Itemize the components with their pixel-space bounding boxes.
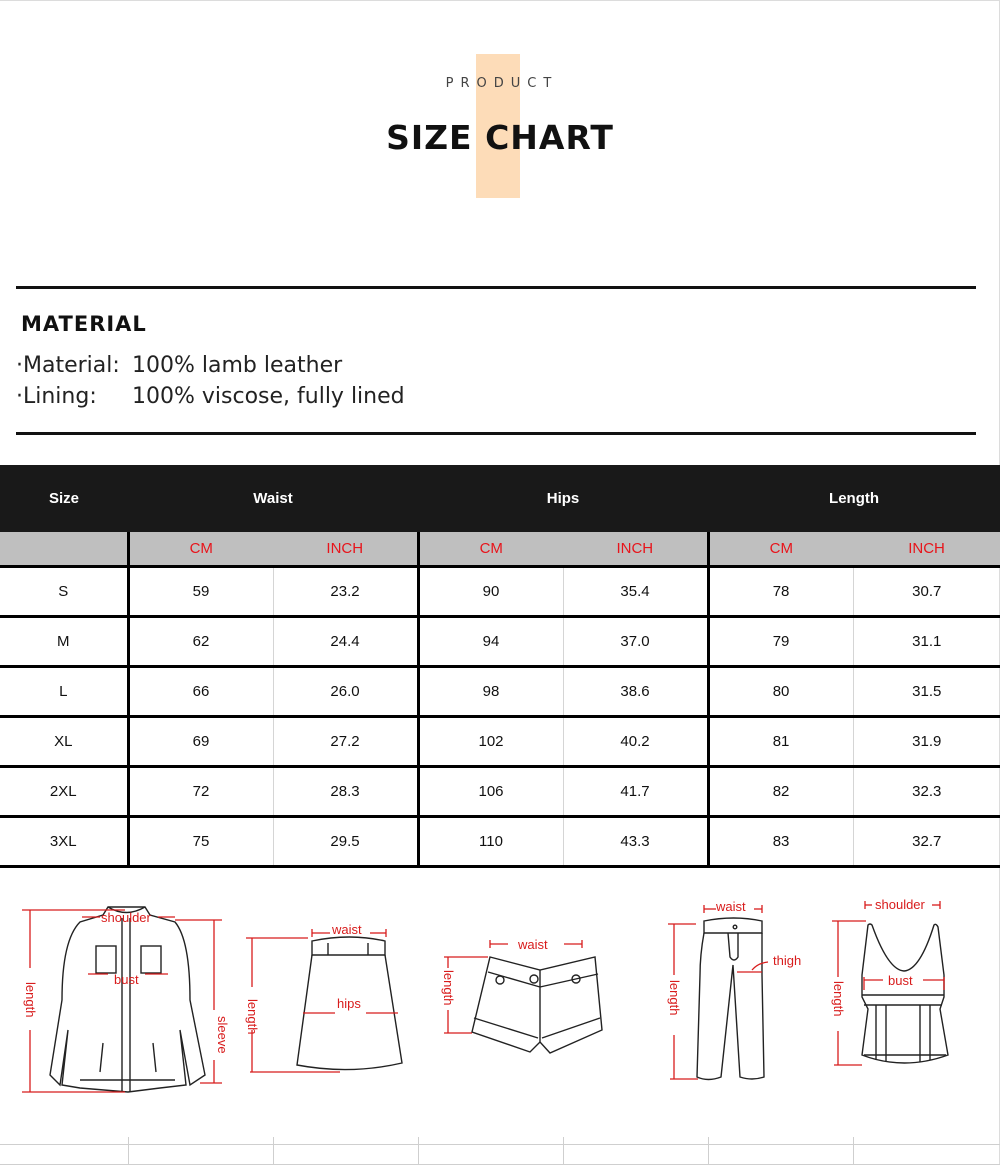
cell-length-inch: 31.1 (853, 616, 1000, 666)
pants-thigh-label: thigh (773, 953, 802, 968)
cell-size: S (0, 566, 128, 616)
lining-value: 100% viscose, fully lined (132, 384, 405, 409)
jacket-length-label: length (23, 982, 38, 1018)
top-icon (820, 895, 990, 1075)
jacket-icon (0, 880, 240, 1100)
cell-length-inch: 32.3 (853, 766, 1000, 816)
unit-hips-inch: INCH (563, 532, 708, 566)
cell-length-inch: 30.7 (853, 566, 1000, 616)
table-row (0, 816, 1000, 866)
bottom-grid-strip (0, 1144, 1000, 1165)
unit-length-cm: CM (708, 532, 853, 566)
cell-size: XL (0, 716, 128, 766)
cell-waist-inch: 28.3 (273, 766, 418, 816)
skirt-icon (240, 915, 420, 1085)
cell-waist-cm: 75 (128, 816, 273, 866)
top-length-label: length (831, 981, 846, 1017)
cell-length-cm: 81 (708, 716, 853, 766)
skirt-diagram (240, 915, 420, 1085)
cell-length-cm: 80 (708, 666, 853, 716)
cell-hips-cm: 110 (418, 816, 563, 866)
shorts-diagram (430, 930, 620, 1060)
product-label: PRODUCT (445, 76, 559, 91)
cell-size: 2XL (0, 766, 128, 816)
jacket-diagram (0, 880, 240, 1100)
pants-diagram (650, 895, 820, 1085)
cell-size: 3XL (0, 816, 128, 866)
cell-hips-cm: 102 (418, 716, 563, 766)
top-diagram (820, 895, 990, 1075)
cell-waist-cm: 66 (128, 666, 273, 716)
cell-waist-inch: 27.2 (273, 716, 418, 766)
cell-length-cm: 79 (708, 616, 853, 666)
shorts-icon (430, 930, 620, 1060)
cell-waist-cm: 69 (128, 716, 273, 766)
cell-waist-inch: 26.0 (273, 666, 418, 716)
lining-line (16, 384, 405, 409)
table-row (0, 616, 1000, 666)
unit-blank (0, 532, 128, 566)
skirt-hips-label: hips (337, 996, 361, 1011)
grid-line (708, 1137, 709, 1165)
table-row (0, 566, 1000, 616)
cell-hips-inch: 43.3 (563, 816, 708, 866)
unit-waist-inch: INCH (273, 532, 418, 566)
page-title: SIZE CHART (386, 118, 614, 157)
table-header-row (0, 465, 1000, 532)
cell-waist-inch: 24.4 (273, 616, 418, 666)
cell-hips-inch: 38.6 (563, 666, 708, 716)
material-line (16, 353, 342, 378)
size-table (0, 465, 1000, 868)
header-length: Length (708, 465, 1000, 532)
unit-length-inch: INCH (853, 532, 1000, 566)
cell-waist-cm: 62 (128, 616, 273, 666)
cell-size: L (0, 666, 128, 716)
unit-waist-cm: CM (128, 532, 273, 566)
cell-length-inch: 31.5 (853, 666, 1000, 716)
top-shoulder-label: shoulder (875, 897, 925, 912)
table-row (0, 716, 1000, 766)
material-value: 100% lamb leather (132, 353, 343, 378)
jacket-shoulder-label: shoulder (101, 910, 151, 925)
cell-length-inch: 31.9 (853, 716, 1000, 766)
cell-length-inch: 32.7 (853, 816, 1000, 866)
grid-line (128, 1137, 129, 1165)
cell-hips-inch: 40.2 (563, 716, 708, 766)
jacket-bust-label: bust (114, 972, 139, 987)
cell-length-cm: 83 (708, 816, 853, 866)
divider-bottom (16, 432, 976, 435)
shorts-length-label: length (441, 970, 456, 1006)
cell-length-cm: 82 (708, 766, 853, 816)
cell-size: M (0, 616, 128, 666)
unit-hips-cm: CM (418, 532, 563, 566)
cell-hips-inch: 41.7 (563, 766, 708, 816)
pants-length-label: length (667, 980, 682, 1016)
cell-waist-inch: 23.2 (273, 566, 418, 616)
material-heading: MATERIAL (21, 312, 147, 336)
shorts-waist-label: waist (518, 937, 548, 952)
cell-hips-cm: 90 (418, 566, 563, 616)
grid-line (853, 1137, 854, 1165)
grid-line (273, 1137, 274, 1165)
skirt-length-label: length (245, 999, 260, 1035)
grid-line (563, 1137, 564, 1165)
cell-hips-inch: 37.0 (563, 616, 708, 666)
cell-length-cm: 78 (708, 566, 853, 616)
header-waist: Waist (128, 465, 418, 532)
cell-waist-cm: 59 (128, 566, 273, 616)
pants-waist-label: waist (716, 899, 746, 914)
header-size: Size (0, 465, 128, 532)
cell-hips-inch: 35.4 (563, 566, 708, 616)
cell-waist-cm: 72 (128, 766, 273, 816)
top-bust-label: bust (888, 973, 913, 988)
table-row (0, 666, 1000, 716)
grid-line (418, 1137, 419, 1165)
cell-waist-inch: 29.5 (273, 816, 418, 866)
jacket-sleeve-label: sleeve (215, 1016, 230, 1054)
pants-icon (650, 895, 820, 1085)
divider-top (16, 286, 976, 289)
cell-hips-cm: 98 (418, 666, 563, 716)
skirt-waist-label: waist (332, 922, 362, 937)
material-label: ·Material: (16, 353, 120, 378)
cell-hips-cm: 94 (418, 616, 563, 666)
header-hips: Hips (418, 465, 708, 532)
lining-label: ·Lining: (16, 384, 97, 409)
table-row (0, 766, 1000, 816)
table-unit-row (0, 532, 1000, 566)
cell-hips-cm: 106 (418, 766, 563, 816)
